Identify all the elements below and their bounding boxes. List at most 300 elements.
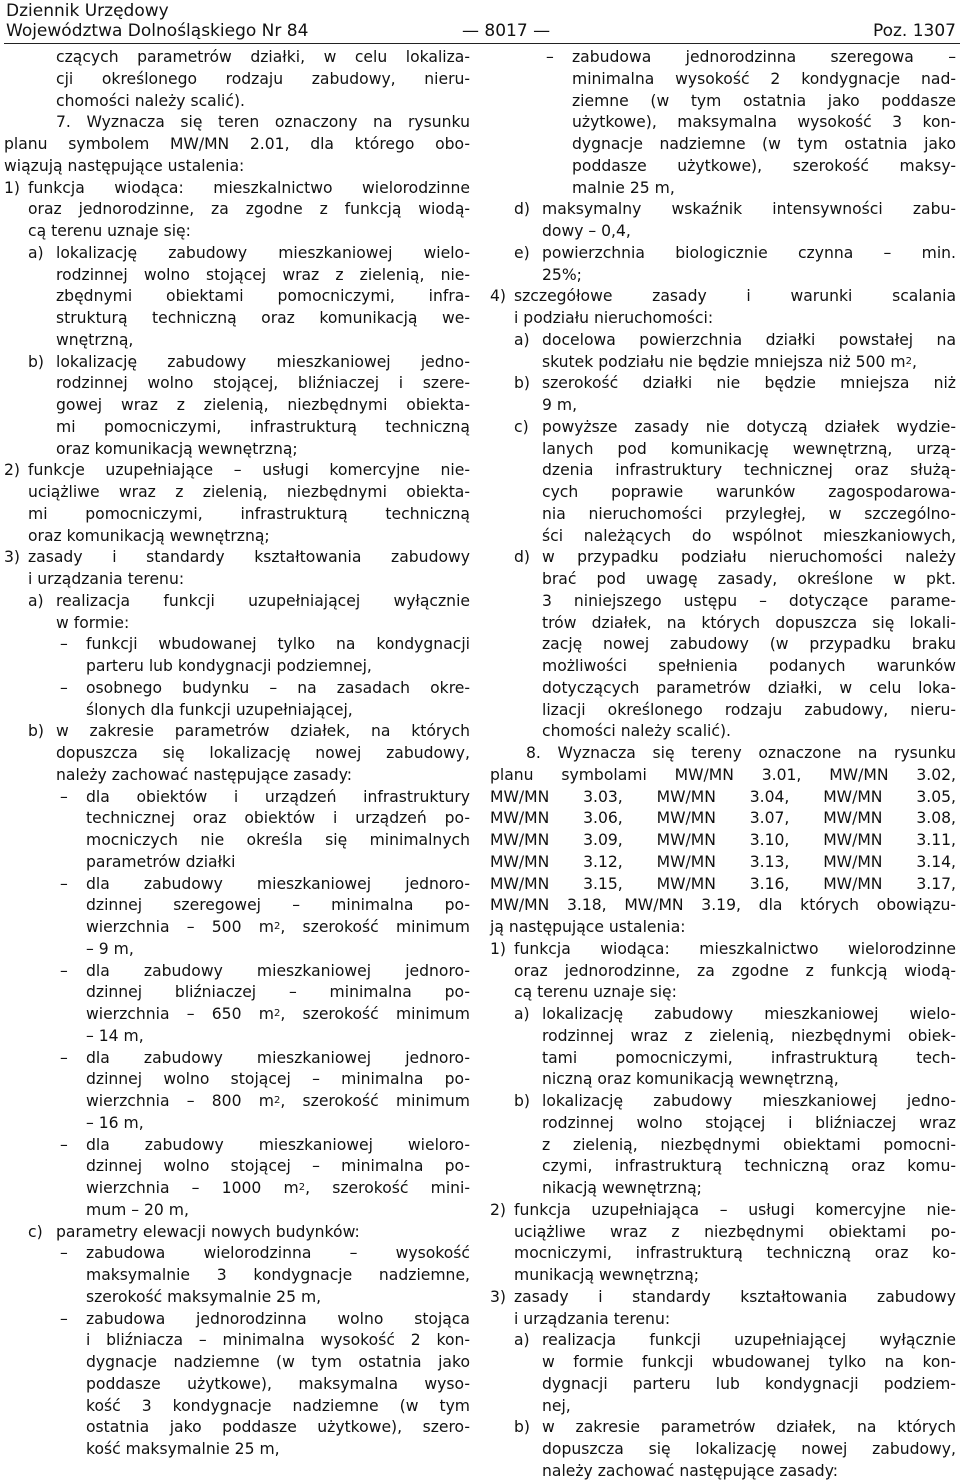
line-text: funkcji wbudowanej tylko na kondygnacji bbox=[86, 635, 470, 654]
text-line bbox=[490, 308, 958, 330]
text-line bbox=[490, 1135, 958, 1157]
line-text: mi pomocniczymi, infrastrukturą techniczną bbox=[56, 417, 470, 436]
line-text: zację nowej zabudowy (w przypadku braku bbox=[542, 635, 956, 654]
text-line bbox=[490, 1287, 958, 1309]
list-dash: – bbox=[546, 48, 554, 66]
right-column bbox=[490, 47, 958, 1483]
text-line bbox=[490, 1374, 958, 1396]
text-line bbox=[4, 1069, 472, 1091]
text-line bbox=[4, 243, 472, 265]
list-dash: – bbox=[60, 961, 68, 980]
line-text: ści należących do wspólnot mieszkaniowych, bbox=[542, 526, 956, 545]
text-line bbox=[4, 591, 472, 613]
text-line bbox=[4, 156, 472, 178]
line-text: nia nieruchomości przyległej, w szczególno- bbox=[542, 504, 956, 523]
text-line bbox=[490, 721, 958, 743]
text-line bbox=[4, 178, 472, 200]
text-line bbox=[4, 1004, 472, 1026]
line-text: lanych pod komunikację wewnętrzną, urzą- bbox=[542, 439, 956, 458]
line-text: dla zabudowy mieszkaniowej wieloro- bbox=[86, 1135, 470, 1154]
text-line bbox=[490, 69, 958, 91]
text-line bbox=[4, 199, 472, 221]
text-line bbox=[4, 1200, 472, 1222]
text-line bbox=[4, 787, 472, 809]
text-line bbox=[4, 417, 472, 439]
text-line bbox=[490, 700, 958, 722]
left-column bbox=[4, 47, 472, 1461]
text-line bbox=[490, 1265, 958, 1287]
line-text: rodzinnej wraz z zielenią, niezbędnymi obiek- bbox=[542, 1026, 956, 1045]
line-text: ziemne (w tym ostatnia jako poddasze bbox=[572, 91, 956, 110]
line-text: cych poprawie warunków zagospodarowa- bbox=[542, 483, 956, 501]
list-marker: c) bbox=[514, 417, 529, 436]
text-line bbox=[4, 1048, 472, 1070]
page-header bbox=[4, 0, 956, 44]
line-text: – 14 m, bbox=[86, 1026, 144, 1045]
line-text: dopuszcza się lokalizację nowej zabudowy, bbox=[542, 1440, 956, 1458]
text-line bbox=[490, 765, 958, 787]
text-line bbox=[490, 787, 958, 809]
text-line bbox=[490, 961, 958, 983]
text-line bbox=[490, 112, 958, 134]
text-line bbox=[4, 569, 472, 591]
line-text: możliwości spełnienia podanych warunków bbox=[542, 657, 956, 675]
text-line bbox=[4, 1417, 472, 1439]
line-text: 25%; bbox=[542, 265, 582, 284]
line-text: szczegółowe zasady i warunki scalania bbox=[514, 287, 956, 306]
text-line bbox=[4, 1265, 472, 1287]
line-text: ostatnia jako poddasze użytkowe), szero- bbox=[86, 1418, 470, 1437]
line-text: uciążliwe wraz z zielenią, niezbędnymi obiekta- bbox=[28, 483, 470, 501]
header-divider bbox=[4, 43, 960, 44]
list-marker: a) bbox=[28, 591, 44, 610]
line-text: w przypadku podziału nieruchomości należy bbox=[542, 548, 956, 567]
line-text: czących parametrów działki, w celu lokaliza- bbox=[56, 48, 470, 66]
text-line bbox=[490, 1222, 958, 1244]
text-line bbox=[4, 439, 472, 461]
line-text: cą terenu uznaje się: bbox=[514, 983, 677, 1002]
text-line bbox=[490, 460, 958, 482]
text-line bbox=[4, 1330, 472, 1352]
line-text: gowej wraz z zielenią, niezbędnymi obiekta- bbox=[56, 396, 470, 414]
text-line bbox=[490, 417, 958, 439]
list-marker: e) bbox=[514, 243, 530, 262]
text-line bbox=[4, 330, 472, 352]
line-text: MW/MN 3.12, MW/MN 3.13, MW/MN 3.14, bbox=[490, 852, 956, 871]
line-text: wierzchnia – 500 $m^2$, szerokość minimum bbox=[86, 918, 470, 936]
line-text: ślonych dla funkcji uzupełniającej, bbox=[86, 700, 353, 719]
text-line bbox=[490, 47, 958, 69]
line-text: funkcja uzupełniająca – usługi komercyjne nie- bbox=[514, 1200, 956, 1219]
text-line bbox=[490, 373, 958, 395]
text-line bbox=[4, 134, 472, 156]
text-line bbox=[4, 939, 472, 961]
line-text: dla zabudowy mieszkaniowej jednoro- bbox=[86, 961, 470, 980]
text-line bbox=[490, 482, 958, 504]
line-text: lokalizację zabudowy mieszkaniowej wielo- bbox=[56, 243, 470, 262]
text-line bbox=[4, 91, 472, 113]
line-text: szerokość maksymalnie 25 m, bbox=[86, 1287, 322, 1306]
text-line bbox=[4, 613, 472, 635]
text-line bbox=[490, 1309, 958, 1331]
position-number: Poz. 1307 bbox=[872, 21, 956, 41]
text-line bbox=[4, 395, 472, 417]
line-text: – 9 m, bbox=[86, 939, 134, 958]
text-line bbox=[490, 1396, 958, 1418]
text-line bbox=[4, 460, 472, 482]
line-text: tami pomocniczymi, infrastrukturą tech- bbox=[542, 1048, 956, 1067]
line-text: uciążliwe wraz z niezbędnymi obiektami po- bbox=[514, 1222, 956, 1241]
text-line bbox=[490, 1113, 958, 1135]
text-line bbox=[490, 939, 958, 961]
line-text: dygnacje nadziemne (w tym ostatnia jako bbox=[86, 1353, 470, 1371]
text-line bbox=[4, 1178, 472, 1200]
list-marker: b) bbox=[514, 1418, 530, 1437]
text-line bbox=[4, 1135, 472, 1157]
line-text: realizacja funkcji uzupełniającej wyłącznie bbox=[542, 1331, 956, 1350]
text-line bbox=[4, 373, 472, 395]
text-line bbox=[490, 547, 958, 569]
text-line bbox=[490, 634, 958, 656]
text-line bbox=[490, 1048, 958, 1070]
line-text: dzinnej bliźniaczej – minimalna po- bbox=[86, 983, 470, 1002]
line-text: maksymalnie 3 kondygnacje nadziemne, bbox=[86, 1266, 470, 1284]
voivodeship-issue: Województwa Dolnośląskiego Nr 84 bbox=[6, 21, 309, 41]
text-line bbox=[490, 591, 958, 613]
text-line bbox=[490, 613, 958, 635]
line-text: MW/MN 3.03, MW/MN 3.04, MW/MN 3.05, bbox=[490, 787, 956, 806]
list-marker: b) bbox=[514, 374, 530, 393]
text-line bbox=[4, 504, 472, 526]
text-line bbox=[4, 112, 472, 134]
line-text: dzinnej szeregowej – minimalna po- bbox=[86, 896, 470, 915]
line-text: powyższe zasady nie dotyczą działek wydzie- bbox=[542, 417, 956, 436]
line-text: szerokość działki nie będzie mniejsza niż bbox=[542, 374, 956, 393]
text-line bbox=[490, 1178, 958, 1200]
line-text: powierzchnia biologicznie czynna – min. bbox=[542, 243, 956, 262]
line-text: MW/MN 3.06, MW/MN 3.07, MW/MN 3.08, bbox=[490, 809, 956, 828]
line-text: rodzinnej wolno stojącej wraz z zielenią, nie- bbox=[56, 265, 470, 284]
text-line bbox=[4, 917, 472, 939]
text-line bbox=[4, 808, 472, 830]
text-line bbox=[4, 1374, 472, 1396]
line-text: i bliźniacza – minimalna wysokość 2 kon- bbox=[86, 1331, 470, 1350]
line-text: w formie funkcji wbudowanej tylko na kon- bbox=[542, 1353, 956, 1371]
line-text: 9 m, bbox=[542, 396, 578, 414]
text-line bbox=[490, 199, 958, 221]
list-marker: 2) bbox=[4, 461, 21, 480]
text-line bbox=[4, 982, 472, 1004]
text-line bbox=[4, 1352, 472, 1374]
text-line bbox=[4, 47, 472, 69]
line-text: lizacji określonego rodzaju zabudowy, nieru- bbox=[542, 700, 956, 719]
line-text: MW/MN 3.09, MW/MN 3.10, MW/MN 3.11, bbox=[490, 831, 956, 849]
text-line bbox=[490, 439, 958, 461]
line-text: dygnacje nadziemne (w tym ostatnia jako bbox=[572, 135, 956, 153]
text-line bbox=[4, 1243, 472, 1265]
text-line bbox=[490, 352, 958, 374]
list-marker: 3) bbox=[490, 1287, 507, 1306]
line-text: – 16 m, bbox=[86, 1113, 144, 1132]
line-text: technicznej oraz obiektów i urządzeń po- bbox=[86, 809, 470, 828]
header-row bbox=[6, 21, 958, 41]
line-text: funkcja wiodąca: mieszkalnictwo wielorodzinne bbox=[28, 178, 470, 197]
line-text: chomości należy scalić). bbox=[56, 91, 245, 110]
text-line bbox=[4, 1091, 472, 1113]
line-text: planu symbolami MW/MN 3.01, MW/MN 3.02, bbox=[490, 765, 956, 784]
line-text: wierzchnia – 800 $m^2$, szerokość minimum bbox=[86, 1092, 470, 1110]
line-text: cji określonego rodzaju zabudowy, nieru- bbox=[56, 69, 470, 88]
line-text: MW/MN 3.15, MW/MN 3.16, MW/MN 3.17, bbox=[490, 874, 956, 893]
text-line bbox=[490, 852, 958, 874]
page-number: — 8017 — bbox=[462, 21, 551, 41]
text-line bbox=[490, 1439, 958, 1461]
line-text: MW/MN 3.18, MW/MN 3.19, dla których obowiązu- bbox=[490, 896, 956, 915]
text-line bbox=[4, 765, 472, 787]
line-text: docelowa powierzchnia działki powstałej na bbox=[542, 330, 956, 349]
text-line bbox=[4, 1156, 472, 1178]
text-line bbox=[490, 1091, 958, 1113]
text-line bbox=[4, 1026, 472, 1048]
line-text: zasady i standardy kształtowania zabudowy bbox=[514, 1287, 956, 1306]
line-text: parteru lub kondygnacji podziemnej, bbox=[86, 657, 372, 675]
line-text: 3 niniejszego ustępu – dotyczące parame- bbox=[542, 591, 956, 610]
line-text: dla obiektów i urządzeń infrastruktury bbox=[86, 787, 470, 806]
line-text: kość maksymalnie 25 m, bbox=[86, 1440, 280, 1458]
text-line bbox=[4, 721, 472, 743]
line-text: w zakresie parametrów działek, na których bbox=[542, 1418, 956, 1437]
line-text: oraz jednorodzinne, za zgodne z funkcją wiodą- bbox=[28, 200, 470, 219]
text-line bbox=[4, 69, 472, 91]
list-marker: a) bbox=[514, 1331, 530, 1350]
line-text: i podziału nieruchomości: bbox=[514, 309, 714, 327]
line-text: chomości należy scalić). bbox=[542, 722, 731, 741]
line-text: kość 3 kondygnacje nadziemne (w tym bbox=[86, 1396, 470, 1415]
text-line bbox=[490, 526, 958, 548]
line-text: wierzchnia – 1000 $m^2$, szerokość mini- bbox=[86, 1179, 470, 1197]
list-marker: 2) bbox=[490, 1200, 507, 1219]
text-line bbox=[490, 243, 958, 265]
text-line bbox=[4, 482, 472, 504]
text-line bbox=[4, 352, 472, 374]
text-line bbox=[4, 286, 472, 308]
text-line bbox=[4, 961, 472, 983]
line-text: mum – 20 m, bbox=[86, 1200, 189, 1219]
line-text: 8. Wyznacza się tereny oznaczone na rysunku bbox=[526, 744, 956, 762]
line-text: lokalizację zabudowy mieszkaniowej jedno- bbox=[542, 1092, 956, 1110]
line-text: z zielenią, niezbędnymi obiektami pomocni- bbox=[542, 1135, 956, 1154]
text-line bbox=[490, 917, 958, 939]
text-line bbox=[490, 982, 958, 1004]
text-line bbox=[4, 1113, 472, 1135]
line-text: parametry elewacji nowych budynków: bbox=[56, 1222, 360, 1241]
text-line bbox=[490, 656, 958, 678]
line-text: wnętrzną, bbox=[56, 330, 134, 349]
text-line bbox=[490, 1026, 958, 1048]
text-line bbox=[4, 634, 472, 656]
list-marker: d) bbox=[514, 200, 530, 219]
text-line bbox=[490, 1069, 958, 1091]
line-text: zabudowa jednorodzinna wolno stojąca bbox=[86, 1309, 470, 1328]
text-line bbox=[490, 286, 958, 308]
line-text: i urządzania terenu: bbox=[28, 570, 185, 588]
line-text: poddasze użytkowe), maksymalna wyso- bbox=[86, 1374, 470, 1393]
text-line bbox=[4, 221, 472, 243]
line-text: parametrów działki bbox=[86, 852, 236, 871]
line-text: brać pod uwagę zasady, określone w pkt. bbox=[542, 570, 956, 588]
line-text: osobnego budynku – na zasadach okre- bbox=[86, 678, 470, 697]
line-text: rodzinnej wolno stojącej, bliźniaczej i szere- bbox=[56, 374, 470, 393]
line-text: oraz jednorodzinne, za zgodne z funkcją wiodą- bbox=[514, 961, 956, 980]
line-text: wiązują następujące ustalenia: bbox=[4, 156, 245, 175]
line-text: dzinnej wolno stojącej – minimalna po- bbox=[86, 1070, 470, 1089]
line-text: należy zachować następujące zasady: bbox=[56, 765, 353, 784]
line-text: zbędnymi obiektami pomocniczymi, infra- bbox=[56, 287, 470, 306]
list-marker: d) bbox=[514, 548, 530, 567]
line-text: dla zabudowy mieszkaniowej jednoro- bbox=[86, 1048, 470, 1067]
text-line bbox=[490, 1330, 958, 1352]
line-text: należy zachować następujące zasady: bbox=[542, 1461, 839, 1480]
text-line bbox=[490, 395, 958, 417]
text-line bbox=[4, 743, 472, 765]
line-text: planu symbolem MW/MN 2.01, dla którego obo- bbox=[4, 135, 470, 153]
line-text: dopuszcza się lokalizację nowej zabudowy, bbox=[56, 744, 470, 762]
text-line bbox=[490, 808, 958, 830]
list-marker: 4) bbox=[490, 287, 507, 306]
line-text: dzinnej wolno stojącej – minimalna po- bbox=[86, 1157, 470, 1176]
text-line bbox=[490, 743, 958, 765]
line-text: 7. Wyznacza się teren oznaczony na rysunku bbox=[56, 113, 470, 132]
text-line bbox=[490, 1156, 958, 1178]
list-marker: b) bbox=[28, 722, 44, 741]
text-line bbox=[490, 221, 958, 243]
text-line bbox=[4, 1287, 472, 1309]
line-text: zabudowa jednorodzinna szeregowa – bbox=[572, 48, 956, 66]
text-line bbox=[490, 1200, 958, 1222]
text-line bbox=[490, 1352, 958, 1374]
line-text: czymi, infrastrukturą techniczną oraz komu- bbox=[542, 1157, 956, 1176]
text-line bbox=[490, 830, 958, 852]
text-line bbox=[490, 330, 958, 352]
list-marker: 3) bbox=[4, 548, 21, 567]
text-line bbox=[4, 1222, 472, 1244]
text-line bbox=[4, 874, 472, 896]
list-dash: – bbox=[60, 1309, 68, 1328]
line-text: dla zabudowy mieszkaniowej jednoro- bbox=[86, 874, 470, 893]
line-text: rodzinnej wolno stojącej i bliźniaczej wraz bbox=[542, 1113, 956, 1132]
text-line bbox=[490, 1461, 958, 1483]
line-text: malnie 25 m, bbox=[572, 178, 675, 197]
line-text: ją następujące ustalenia: bbox=[490, 918, 686, 936]
text-line bbox=[4, 895, 472, 917]
text-line bbox=[490, 1417, 958, 1439]
line-text: w zakresie parametrów działek, na których bbox=[56, 722, 470, 741]
list-marker: b) bbox=[28, 352, 44, 371]
line-text: mocniczych nie określa się minimalnych bbox=[86, 831, 470, 849]
list-dash: – bbox=[60, 874, 68, 893]
text-line bbox=[490, 134, 958, 156]
text-line bbox=[4, 547, 472, 569]
text-line bbox=[490, 1243, 958, 1265]
text-line bbox=[4, 1439, 472, 1461]
text-line bbox=[4, 1309, 472, 1331]
text-line bbox=[490, 178, 958, 200]
line-text: dygnacji parteru lub kondygnacji podziem- bbox=[542, 1374, 956, 1393]
line-text: lokalizację zabudowy mieszkaniowej wielo- bbox=[542, 1005, 956, 1023]
line-text: oraz komunikacją wewnętrzną; bbox=[56, 439, 298, 458]
text-line bbox=[490, 569, 958, 591]
line-text: minimalna wysokość 2 kondygnacje nad- bbox=[572, 69, 956, 88]
line-text: realizacja funkcji uzupełniającej wyłącznie bbox=[56, 591, 470, 610]
list-marker: a) bbox=[28, 243, 44, 262]
line-text: funkcja wiodąca: mieszkalnictwo wielorodzinne bbox=[514, 939, 956, 958]
text-line bbox=[490, 91, 958, 113]
line-text: trów działek, na których dopuszcza się lokali- bbox=[542, 613, 956, 632]
text-line bbox=[490, 895, 958, 917]
text-line bbox=[490, 678, 958, 700]
line-text: zasady i standardy kształtowania zabudowy bbox=[28, 548, 470, 567]
list-marker: a) bbox=[514, 1005, 530, 1023]
list-dash: – bbox=[60, 1048, 68, 1067]
line-text: dzenia infrastruktury technicznej oraz służą- bbox=[542, 461, 956, 480]
text-line bbox=[4, 526, 472, 548]
line-text: maksymalny wskaźnik intensywności zabu- bbox=[542, 200, 956, 219]
line-text: nej, bbox=[542, 1396, 571, 1415]
list-marker: a) bbox=[514, 330, 530, 349]
publication-title: Dziennik Urzędowy bbox=[6, 1, 169, 21]
text-line bbox=[490, 1004, 958, 1026]
line-text: dowy – 0,4, bbox=[542, 222, 631, 240]
line-text: strukturą techniczną oraz komunikacją we- bbox=[56, 309, 470, 327]
text-line bbox=[490, 156, 958, 178]
line-text: funkcje uzupełniające – usługi komercyjne nie- bbox=[28, 461, 470, 480]
line-text: dotyczących parametrów działki, w celu loka- bbox=[542, 678, 956, 697]
list-dash: – bbox=[60, 635, 68, 654]
text-line bbox=[4, 700, 472, 722]
line-text: poddasze użytkowe), szerokość maksy- bbox=[572, 156, 956, 175]
line-text: w formie: bbox=[56, 613, 130, 632]
line-text: lokalizację zabudowy mieszkaniowej jedno- bbox=[56, 352, 470, 371]
text-line bbox=[490, 874, 958, 896]
text-line bbox=[4, 656, 472, 678]
line-text: skutek podziału nie będzie mniejsza niż 500 $m^2$, bbox=[542, 352, 917, 371]
text-line bbox=[4, 678, 472, 700]
text-line bbox=[4, 1396, 472, 1418]
list-marker: c) bbox=[28, 1222, 43, 1241]
line-text: wierzchnia – 650 $m^2$, szerokość minimum bbox=[86, 1005, 470, 1023]
text-line bbox=[490, 504, 958, 526]
line-text: mocniczymi, infrastrukturą techniczną oraz ko- bbox=[514, 1244, 956, 1263]
line-text: munikacją wewnętrzną; bbox=[514, 1266, 700, 1284]
list-dash: – bbox=[60, 1135, 68, 1154]
list-dash: – bbox=[60, 678, 68, 697]
list-marker: 1) bbox=[4, 178, 21, 197]
line-text: niczną oraz komunikacją wewnętrzną, bbox=[542, 1070, 839, 1089]
list-marker: 1) bbox=[490, 939, 507, 958]
text-line bbox=[4, 830, 472, 852]
text-line bbox=[4, 852, 472, 874]
line-text: i urządzania terenu: bbox=[514, 1309, 671, 1328]
line-text: oraz komunikacją wewnętrzną; bbox=[28, 526, 270, 545]
line-text: użytkowe), maksymalna wysokość 3 kon- bbox=[572, 113, 956, 132]
list-dash: – bbox=[60, 787, 68, 806]
text-line bbox=[490, 265, 958, 287]
line-text: zabudowa wielorodzinna – wysokość bbox=[86, 1244, 470, 1263]
line-text: mi pomocniczymi, infrastrukturą techniczną bbox=[28, 504, 470, 523]
text-line bbox=[4, 265, 472, 287]
line-text: nikacją wewnętrzną; bbox=[542, 1179, 702, 1197]
text-line bbox=[4, 308, 472, 330]
